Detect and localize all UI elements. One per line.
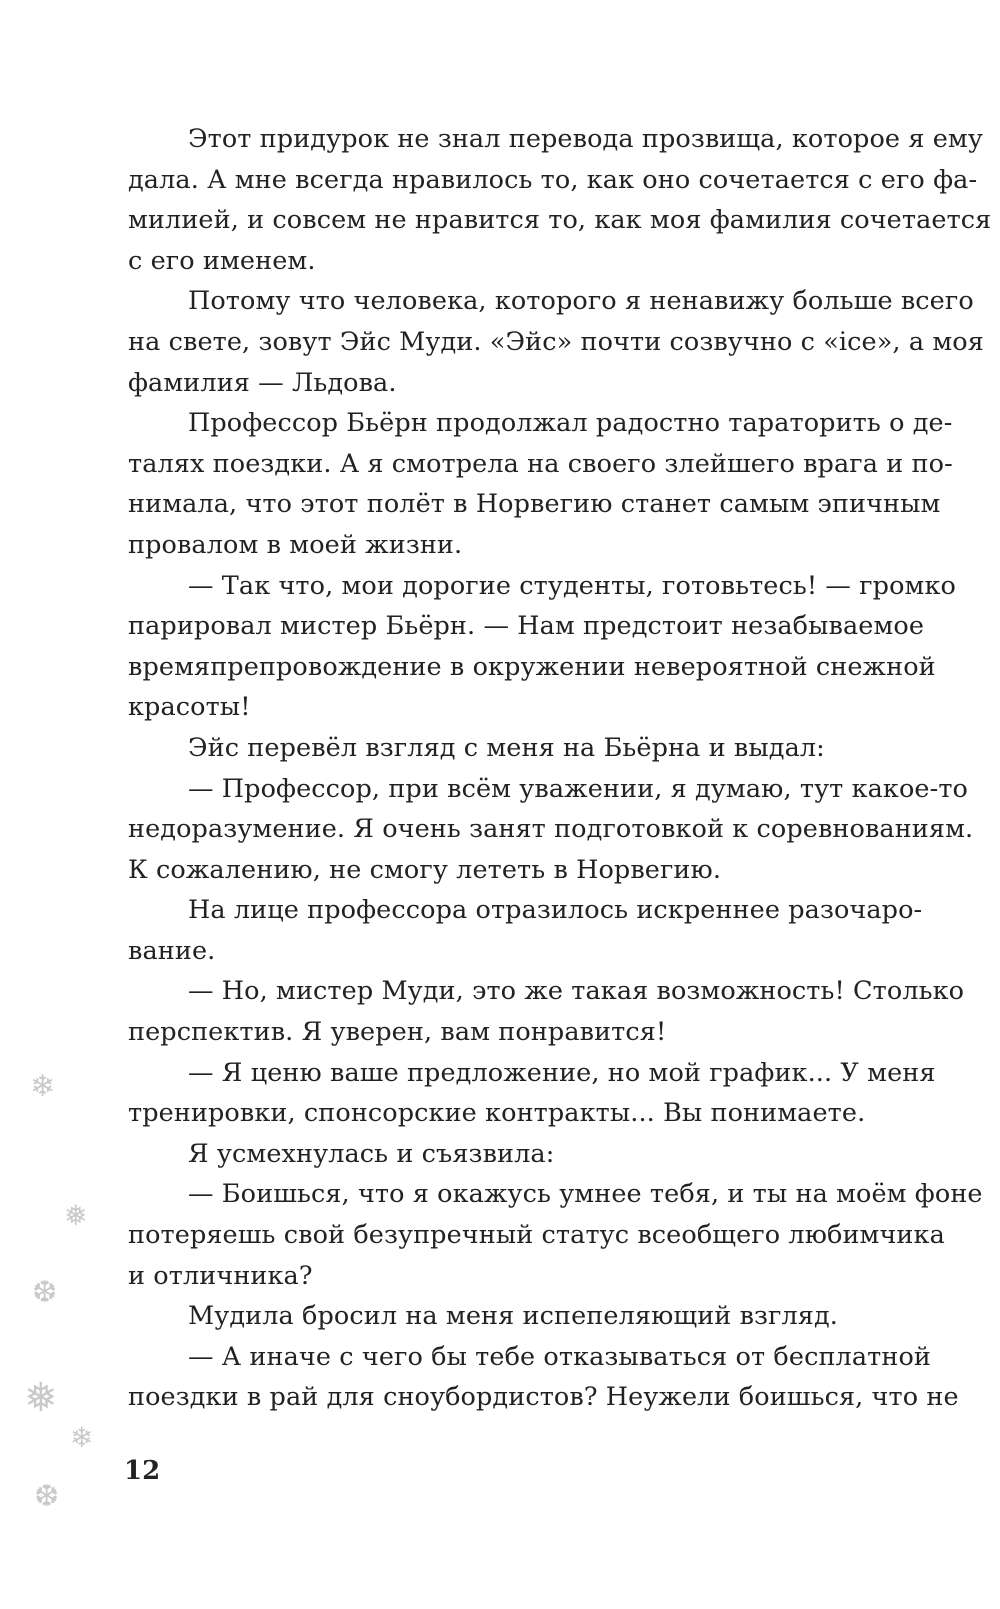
- text-line: перспектив. Я уверен, вам понравится!: [128, 1017, 667, 1048]
- text-line: — А иначе с чего бы тебе отказываться от бесплатной: [188, 1341, 931, 1372]
- snowflake-icon: ❅: [64, 1199, 88, 1232]
- text-line: Мудила бросил на меня испепеляющий взгляд.: [188, 1301, 839, 1332]
- text-line: поездки в рай для сноубордистов? Неужели боишься, что не: [128, 1382, 959, 1413]
- text-line: потеряешь свой безупречный статус всеобщего любимчика: [128, 1220, 945, 1251]
- text-line: талях поездки. А я смотрела на своего злейшего врага и по-: [128, 448, 953, 479]
- text-line: На лице профессора отразилось искреннее разочаро-: [188, 895, 923, 926]
- text-line: К сожалению, не смогу лететь в Норвегию.: [128, 854, 722, 885]
- text-line: — Профессор, при всём уважении, я думаю, тут какое-то: [188, 773, 968, 804]
- text-line: с его именем.: [128, 245, 316, 276]
- text-line: — Но, мистер Муди, это же такая возможность! Столько: [188, 976, 965, 1007]
- text-line: на свете, зовут Эйс Муди. «Эйс» почти созвучно с «ice», а моя: [128, 326, 984, 357]
- text-line: вание.: [128, 935, 216, 966]
- snowflake-icon: ❆: [32, 1275, 58, 1310]
- snowflake-icon: ❄: [70, 1421, 94, 1454]
- snowflake-icon: ❅: [24, 1375, 58, 1421]
- text-line: Эйс перевёл взгляд с меня на Бьёрна и выдал:: [188, 732, 825, 763]
- snowflake-icon: ❆: [34, 1479, 60, 1514]
- text-line: Потому что человека, которого я ненавижу больше всего: [188, 286, 974, 317]
- text-line: парировал мистер Бьёрн. — Нам предстоит незабываемое: [128, 611, 925, 642]
- text-line: Этот придурок не знал перевода прозвища, которое я ему: [188, 124, 983, 154]
- text-line: времяпрепровождение в окружении невероятной снежной: [128, 651, 936, 682]
- body-text: [128, 119, 992, 1418]
- text-line: нимала, что этот полёт в Норвегию станет самым эпичным: [128, 489, 941, 520]
- snowflake-icon: ❄: [30, 1069, 56, 1104]
- text-line: дала. А мне всегда нравилось то, как оно сочетается с его фа-: [128, 164, 978, 195]
- text-line: — Я ценю ваше предложение, но мой график... У меня: [188, 1057, 936, 1088]
- text-line: Я усмехнулась и съязвила:: [188, 1138, 555, 1169]
- text-line: — Боишься, что я окажусь умнее тебя, и ты на моём фоне: [188, 1179, 983, 1210]
- text-line: красоты!: [128, 692, 251, 723]
- text-line: фамилия — Льдова.: [128, 367, 397, 398]
- text-line: Профессор Бьёрн продолжал радостно тараторить о де-: [188, 408, 953, 439]
- page-number: 12: [124, 1456, 161, 1486]
- text-line: тренировки, спонсорские контракты... Вы понимаете.: [128, 1098, 866, 1129]
- text-line: недоразумение. Я очень занят подготовкой к соревнованиям.: [128, 814, 974, 845]
- text-line: и отличника?: [128, 1260, 313, 1291]
- text-line: провалом в моей жизни.: [128, 529, 463, 560]
- text-line: — Так что, мои дорогие студенты, готовьтесь! — громко: [188, 570, 956, 601]
- text-line: милией, и совсем не нравится то, как моя фамилия сочетается: [128, 205, 992, 236]
